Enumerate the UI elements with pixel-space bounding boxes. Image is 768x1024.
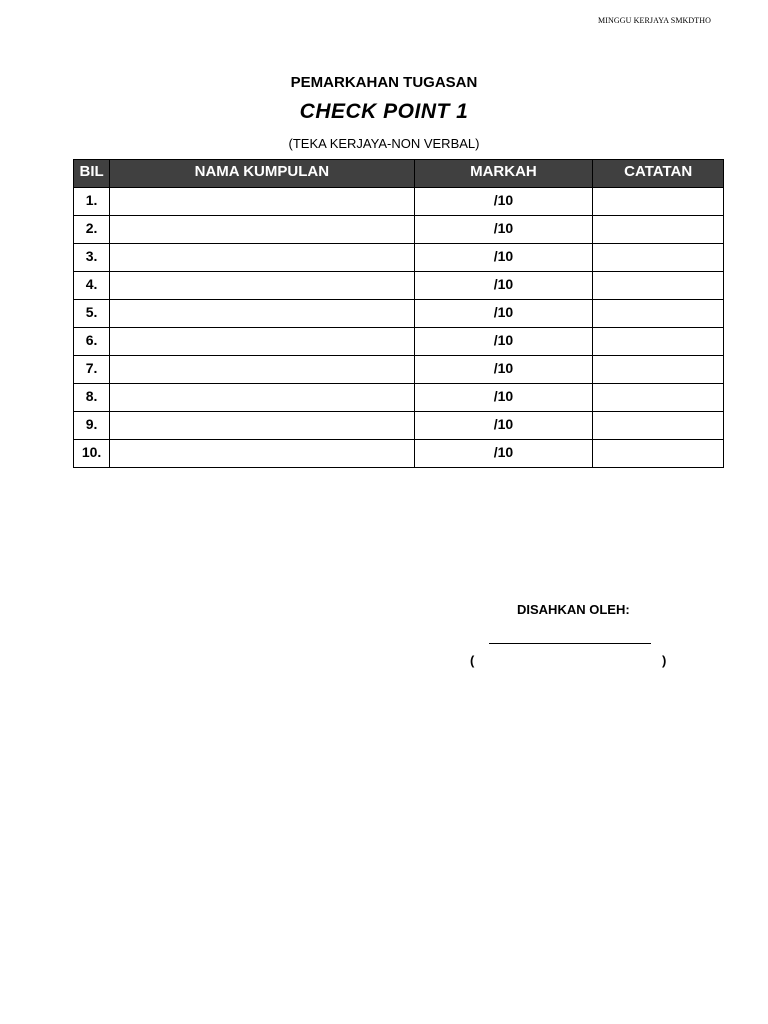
table-row (74, 188, 724, 216)
cell-bil: 7. (74, 356, 110, 384)
cell-bil: 9. (74, 412, 110, 440)
table-row (74, 384, 724, 412)
cell-markah: /10 (414, 216, 593, 244)
score-table (73, 159, 724, 468)
cell-bil: 6. (74, 328, 110, 356)
header-bil: BIL (74, 160, 110, 188)
cell-markah: /10 (414, 272, 593, 300)
cell-bil: 8. (74, 384, 110, 412)
cell-catatan (593, 412, 724, 440)
header-catatan: CATATAN (593, 160, 724, 188)
cell-nama-kumpulan (110, 356, 414, 384)
cell-catatan (593, 216, 724, 244)
signature-line (489, 643, 651, 644)
table-row (74, 356, 724, 384)
signature-label: DISAHKAN OLEH: (517, 602, 630, 617)
table-row (74, 440, 724, 468)
table-row (74, 244, 724, 272)
cell-nama-kumpulan (110, 272, 414, 300)
cell-catatan (593, 300, 724, 328)
table-row (74, 412, 724, 440)
cell-bil: 4. (74, 272, 110, 300)
cell-markah: /10 (414, 440, 593, 468)
signature-close-paren: ) (662, 653, 667, 668)
header-markah: MARKAH (414, 160, 593, 188)
document-caption: (TEKA KERJAYA-NON VERBAL) (288, 136, 480, 151)
cell-nama-kumpulan (110, 440, 414, 468)
cell-catatan (593, 188, 724, 216)
cell-markah: /10 (414, 356, 593, 384)
cell-nama-kumpulan (110, 412, 414, 440)
cell-bil: 2. (74, 216, 110, 244)
cell-catatan (593, 440, 724, 468)
document-subtitle: CHECK POINT 1 (299, 100, 469, 123)
cell-nama-kumpulan (110, 216, 414, 244)
cell-bil: 5. (74, 300, 110, 328)
cell-catatan (593, 328, 724, 356)
cell-markah: /10 (414, 384, 593, 412)
cell-catatan (593, 272, 724, 300)
cell-nama-kumpulan (110, 300, 414, 328)
cell-bil: 3. (74, 244, 110, 272)
cell-catatan (593, 356, 724, 384)
cell-bil: 10. (74, 440, 110, 468)
cell-markah: /10 (414, 188, 593, 216)
cell-nama-kumpulan (110, 188, 414, 216)
table-header-row (74, 160, 724, 188)
cell-bil: 1. (74, 188, 110, 216)
table-row (74, 328, 724, 356)
header-note: MINGGU KERJAYA SMKDTHO (598, 16, 712, 25)
cell-markah: /10 (414, 244, 593, 272)
document-title: PEMARKAHAN TUGASAN (290, 74, 478, 91)
cell-catatan (593, 244, 724, 272)
cell-markah: /10 (414, 328, 593, 356)
signature-open-paren: ( (470, 653, 475, 668)
cell-nama-kumpulan (110, 328, 414, 356)
cell-catatan (593, 384, 724, 412)
cell-markah: /10 (414, 412, 593, 440)
cell-markah: /10 (414, 300, 593, 328)
table-row (74, 272, 724, 300)
table-row (74, 216, 724, 244)
cell-nama-kumpulan (110, 244, 414, 272)
table-row (74, 300, 724, 328)
header-nama-kumpulan: NAMA KUMPULAN (110, 160, 414, 188)
cell-nama-kumpulan (110, 384, 414, 412)
